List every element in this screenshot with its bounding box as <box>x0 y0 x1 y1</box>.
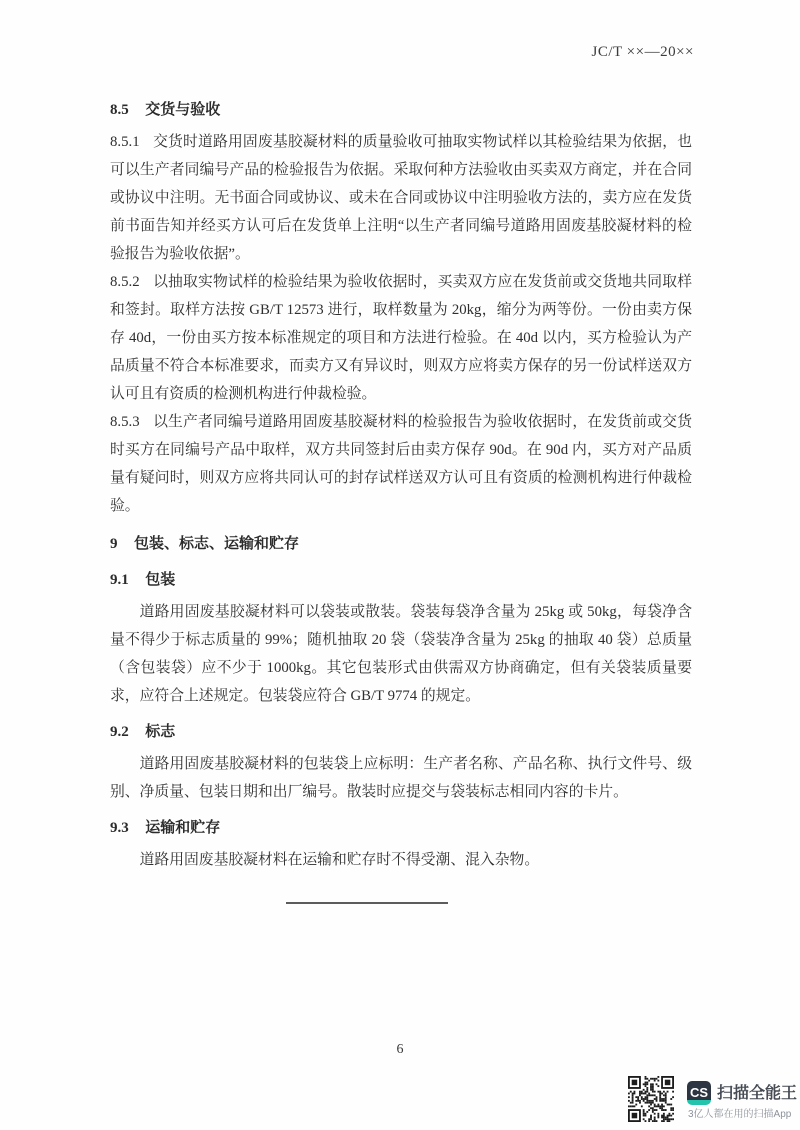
section-heading-9-1 <box>110 566 692 594</box>
clause-paragraph-8-5-2 <box>110 268 692 408</box>
clause-paragraph-8-5-1 <box>110 128 692 268</box>
page-number: 6 <box>396 1042 404 1057</box>
logo-text: CS <box>689 1084 709 1100</box>
clause-text: 以抽取实物试样的检验结果为验收依据时，买卖双方应在发货前或交货地共同取样和签封。取样方法按 GB/T 12573 进行，取样数量为 20kg，缩分为两等份。一份由卖方保存 40d，一份由买方按本标准规定的项目和方法进行检验。在 40d 以内，买方检验认为产品质量不符合本标准要求，而卖方又有异议时，则双方应将卖方保存的另一份试样送双方认可且有资质的检测机构进行仲裁检验。 <box>110 274 692 402</box>
section-number: 9.2 <box>110 724 129 740</box>
doc-code: JC/T ××—20×× <box>591 44 694 60</box>
section-heading-9 <box>110 530 692 558</box>
clause-number: 8.5.3 <box>110 414 140 430</box>
section-title: 交货与验收 <box>145 101 221 118</box>
camscanner-logo-icon <box>687 1081 711 1105</box>
section-heading-8-5 <box>110 96 692 124</box>
body-paragraph-9-3: 道路用固废基胶凝材料在运输和贮存时不得受潮、混入杂物。 <box>139 852 540 868</box>
section-title: 包装、标志、运输和贮存 <box>134 535 300 552</box>
section-number: 9.1 <box>110 572 129 588</box>
section-number: 8.5 <box>110 102 129 118</box>
document-content <box>110 88 692 904</box>
page-footer <box>0 1042 800 1058</box>
section-heading-9-2 <box>110 718 692 746</box>
section-heading-9-3 <box>110 814 692 842</box>
qr-code <box>628 1076 674 1122</box>
section-title: 标志 <box>145 723 176 740</box>
section-title: 运输和贮存 <box>145 819 221 836</box>
document-header <box>592 44 695 61</box>
section-title: 包装 <box>145 571 176 588</box>
end-of-text-rule <box>286 902 448 904</box>
section-number: 9.3 <box>110 820 129 836</box>
scanner-app-name: 扫描全能王 <box>717 1085 798 1102</box>
clause-number: 8.5.1 <box>110 134 140 150</box>
section-number: 9 <box>110 536 118 552</box>
clause-number: 8.5.2 <box>110 274 140 290</box>
clause-text: 交货时道路用固废基胶凝材料的质量验收可抽取实物试样以其检验结果为依据，也可以生产者同编号产品的检验报告为依据。采取何种方法验收由买卖双方商定，并在合同或协议中注明。无书面合同或协议、或未在合同或协议中注明验收方法的，卖方应在发货前书面告知并经买方认可后在发货单上注明“以生产者同编号道路用固废基胶凝材料的检验报告为验收依据”。 <box>110 134 692 262</box>
scanner-app-tagline: 3亿人都在用的扫描App <box>688 1109 792 1120</box>
body-paragraph-9-2: 道路用固废基胶凝材料的包装袋上应标明：生产者名称、产品名称、执行文件号、级别、净质量、包装日期和出厂编号。散装时应提交与袋装标志相同内容的卡片。 <box>110 756 692 800</box>
clause-paragraph-8-5-3 <box>110 408 692 520</box>
clause-text: 以生产者同编号道路用固废基胶凝材料的检验报告为验收依据时，在发货前或交货时买方在同编号产品中取样，双方共同签封后由卖方保存 90d。在 90d 内，买方对产品质量有疑问时，则双方应将共同认可的封存试样送双方认可且有资质的检测机构进行仲裁检验。 <box>110 414 692 514</box>
scanner-watermark <box>628 1076 800 1126</box>
body-paragraph-9-1: 道路用固废基胶凝材料可以袋装或散装。袋装每袋净含量为 25kg 或 50kg，每袋净含量不得少于标志质量的 99%；随机抽取 20 袋（袋装净含量为 25kg 的抽取 40 袋）总质量（含包装袋）应不少于 1000kg。其它包装形式由供需双方协商确定，但有关袋装质量要求，应符合上述规定。包装袋应符合 GB/T 9774 的规定。 <box>110 604 692 704</box>
